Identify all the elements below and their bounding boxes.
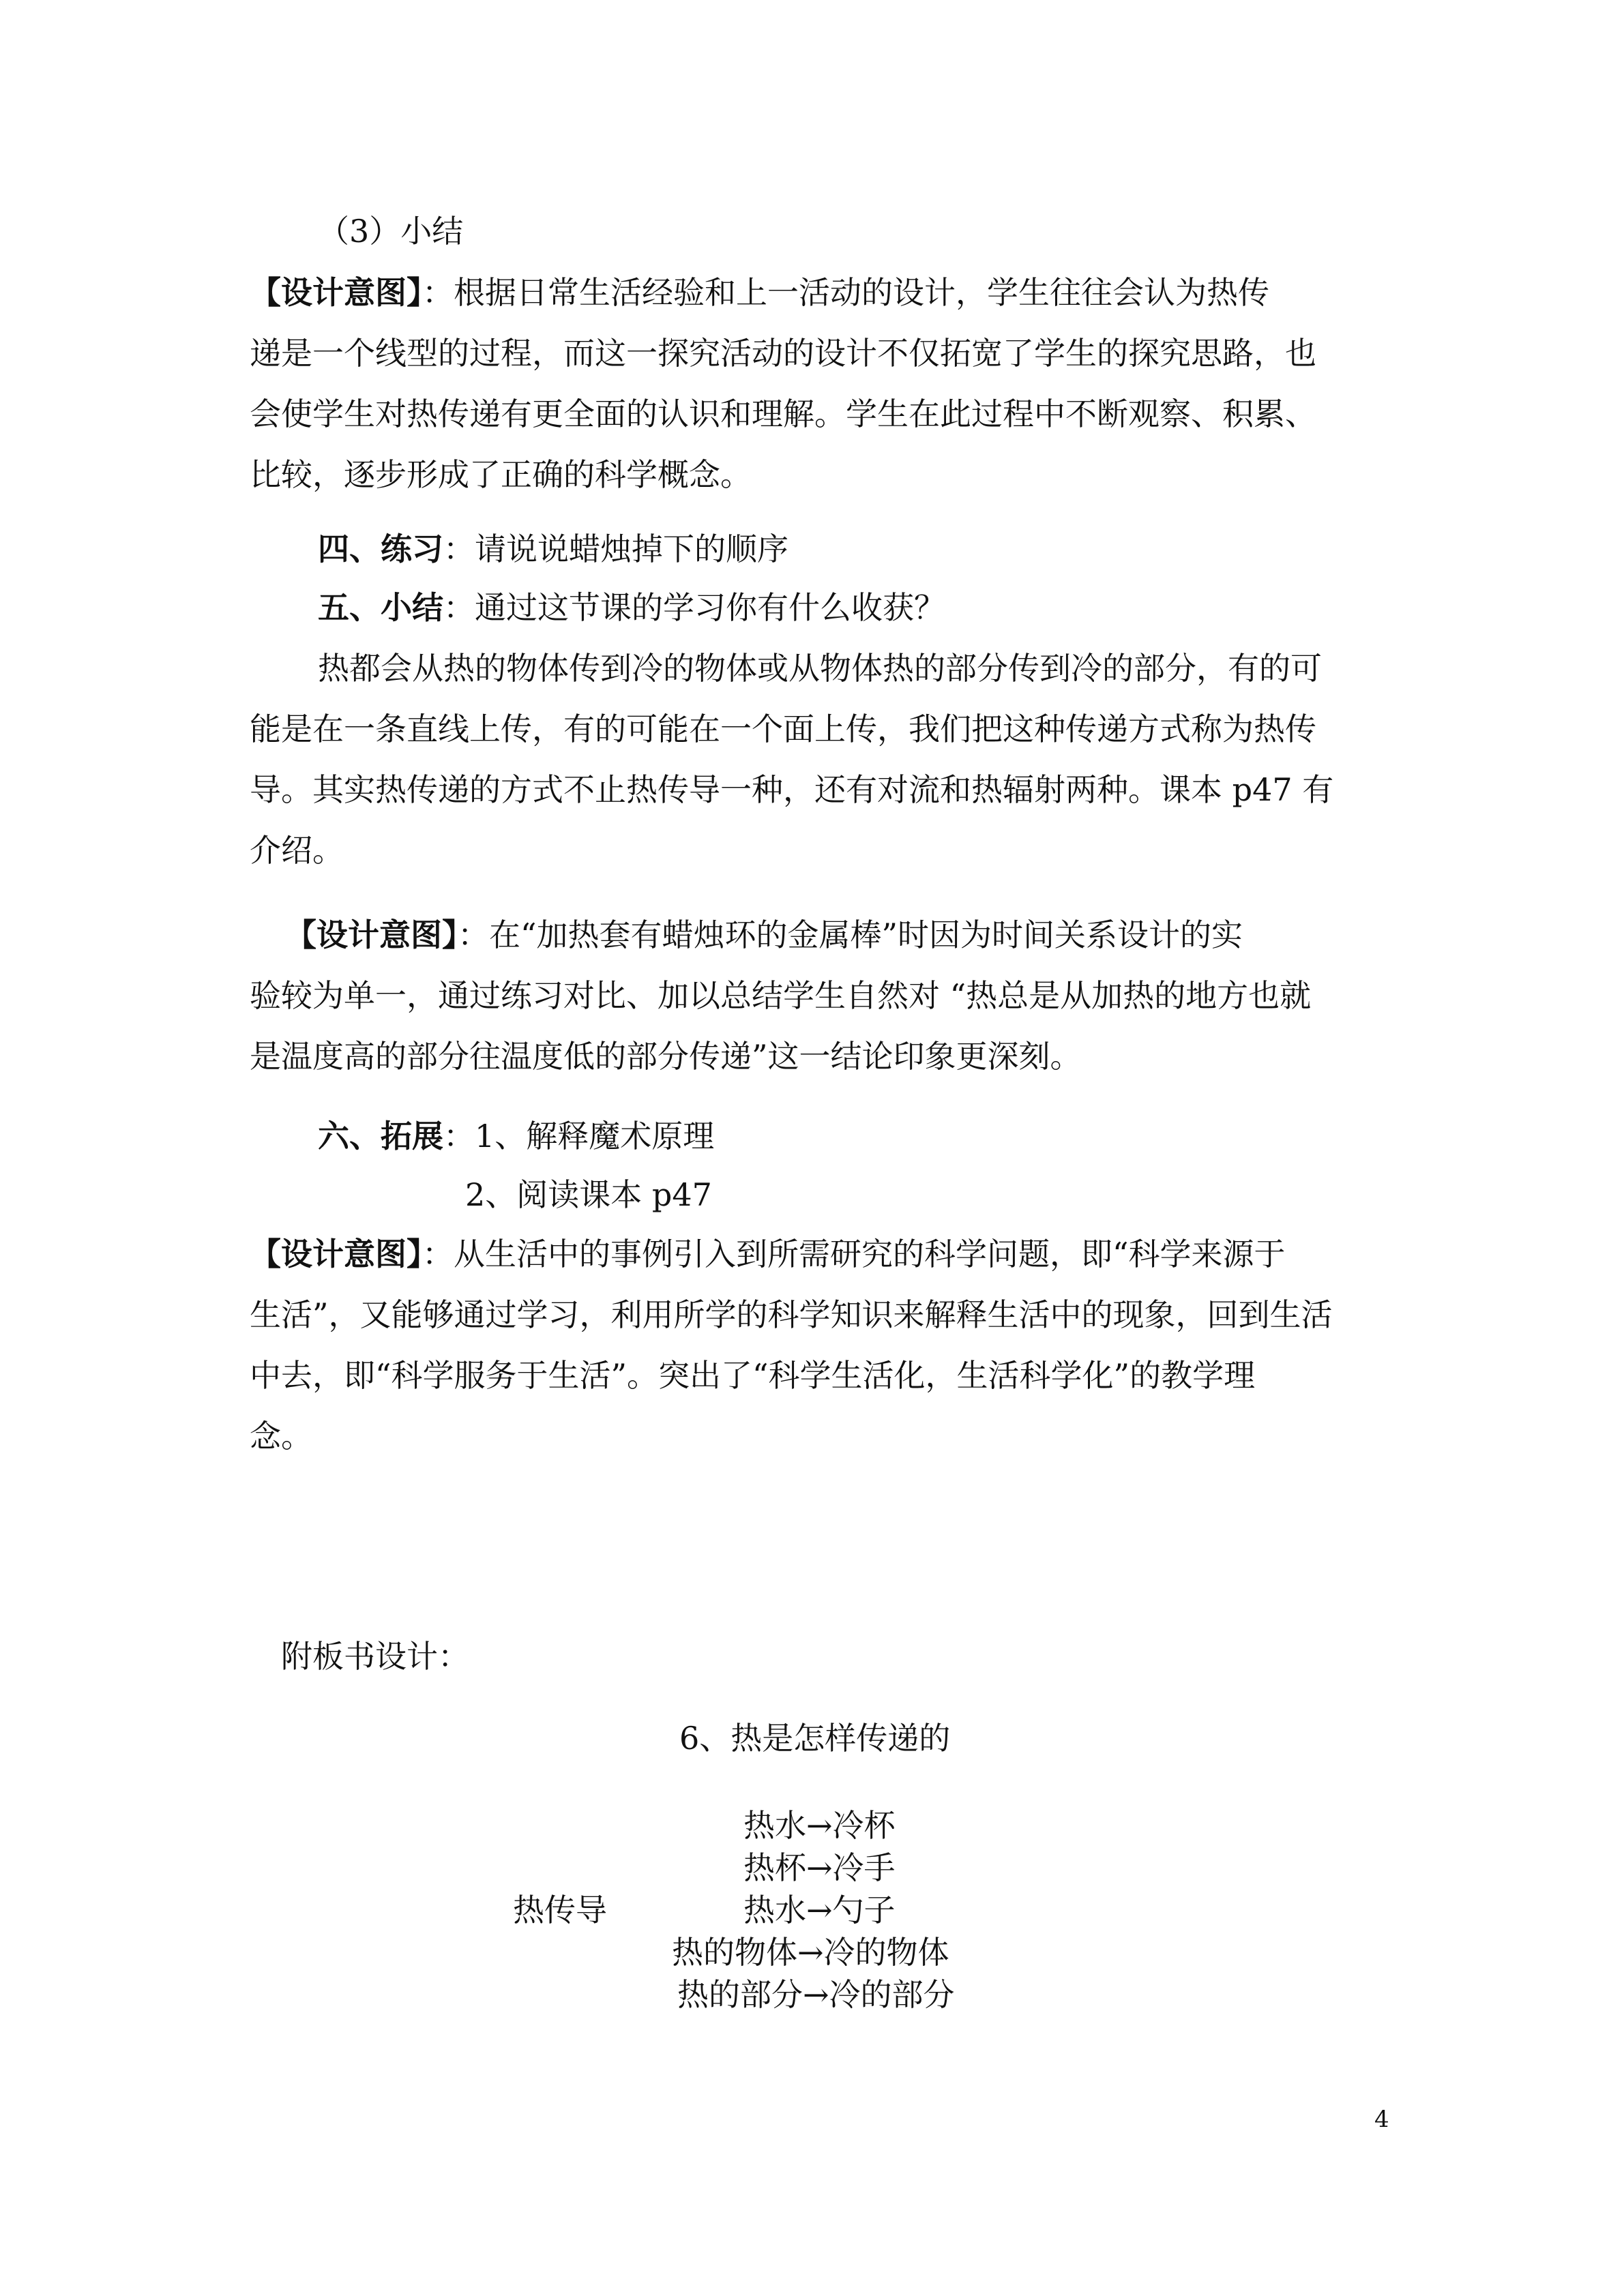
paragraph-line: 热都会从热的物体传到冷的物体或从物体热的部分传到冷的部分，有的可 bbox=[318, 650, 1322, 687]
extension-item-1: ：1、解释魔术原理 bbox=[443, 1118, 715, 1154]
design-intent-paragraph-1 bbox=[250, 273, 1396, 312]
board-design-title: 6、热是怎样传递的 bbox=[679, 1720, 951, 1757]
paragraph-line: 介绍。 bbox=[250, 832, 344, 869]
paragraph-line: 念。 bbox=[250, 1418, 312, 1455]
board-design-heading: 附板书设计： bbox=[281, 1638, 469, 1675]
design-intent-label: 【设计意图】 bbox=[250, 274, 422, 311]
paragraph-line: 验较为单一，通过练习对比、加以总结学生自然对 “热总是从加热的地方也就 bbox=[250, 977, 1312, 1014]
paragraph-line: 中去，即“科学服务于生活”。突出了“科学生活化，生活科学化”的教学理 bbox=[250, 1357, 1256, 1394]
extension-line bbox=[318, 1116, 1464, 1156]
board-item: 热的物体→冷的物体 bbox=[672, 1934, 949, 1971]
paragraph-text: ：从生活中的事例引入到所需研究的科学问题，即“科学来源于 bbox=[422, 1236, 1286, 1272]
board-concept: 热传导 bbox=[513, 1892, 607, 1928]
design-intent-label: 【设计意图】 bbox=[250, 1236, 422, 1272]
board-item: 热的部分→冷的部分 bbox=[677, 1976, 955, 2013]
practice-text: ：请说说蜡烛掉下的顺序 bbox=[443, 531, 788, 567]
paragraph-text: ：在“加热套有蜡烛环的金属棒”时因为时间关系设计的实 bbox=[458, 916, 1243, 953]
practice-line bbox=[318, 529, 1464, 569]
extension-label: 六、拓展 bbox=[318, 1118, 443, 1154]
design-intent-label: 【设计意图】 bbox=[285, 916, 458, 953]
practice-label: 四、练习 bbox=[318, 531, 443, 567]
conclusion-label: 五、小结 bbox=[318, 589, 443, 626]
board-item: 热水→冷杯 bbox=[743, 1807, 896, 1844]
board-item: 热杯→冷手 bbox=[743, 1849, 896, 1886]
conclusion-text: ：通过这节课的学习你有什么收获？ bbox=[443, 589, 945, 626]
paragraph-line: 能是在一条直线上传，有的可能在一个面上传，我们把这种传递方式称为热传 bbox=[250, 711, 1316, 747]
extension-item-2: 2、阅读课本 p47 bbox=[465, 1176, 712, 1213]
paragraph-line: 比较，逐步形成了正确的科学概念。 bbox=[250, 456, 752, 493]
paragraph-line: 是温度高的部分往温度低的部分传递”这一结论印象更深刻。 bbox=[250, 1038, 1082, 1075]
design-intent-paragraph-2 bbox=[285, 915, 1431, 955]
paragraph-line: 生活”，又能够通过学习，利用所学的科学知识来解释生活中的现象，回到生活 bbox=[250, 1296, 1333, 1333]
paragraph-line: 导。其实热传递的方式不止热传导一种，还有对流和热辐射两种。课本 p47 有 bbox=[250, 771, 1334, 808]
conclusion-line bbox=[318, 588, 1464, 627]
summary-heading: （3）小结 bbox=[318, 213, 464, 250]
paragraph-line: 会使学生对热传递有更全面的认识和理解。学生在此过程中不断观察、积累、 bbox=[250, 396, 1316, 432]
paragraph-text: ：根据日常生活经验和上一活动的设计，学生往往会认为热传 bbox=[422, 274, 1269, 311]
board-item: 热水→勺子 bbox=[743, 1892, 896, 1928]
paragraph-line: 递是一个线型的过程，而这一探究活动的设计不仅拓宽了学生的探究思路，也 bbox=[250, 335, 1316, 372]
page-number: 4 bbox=[1374, 2106, 1389, 2133]
design-intent-paragraph-3 bbox=[250, 1234, 1396, 1274]
